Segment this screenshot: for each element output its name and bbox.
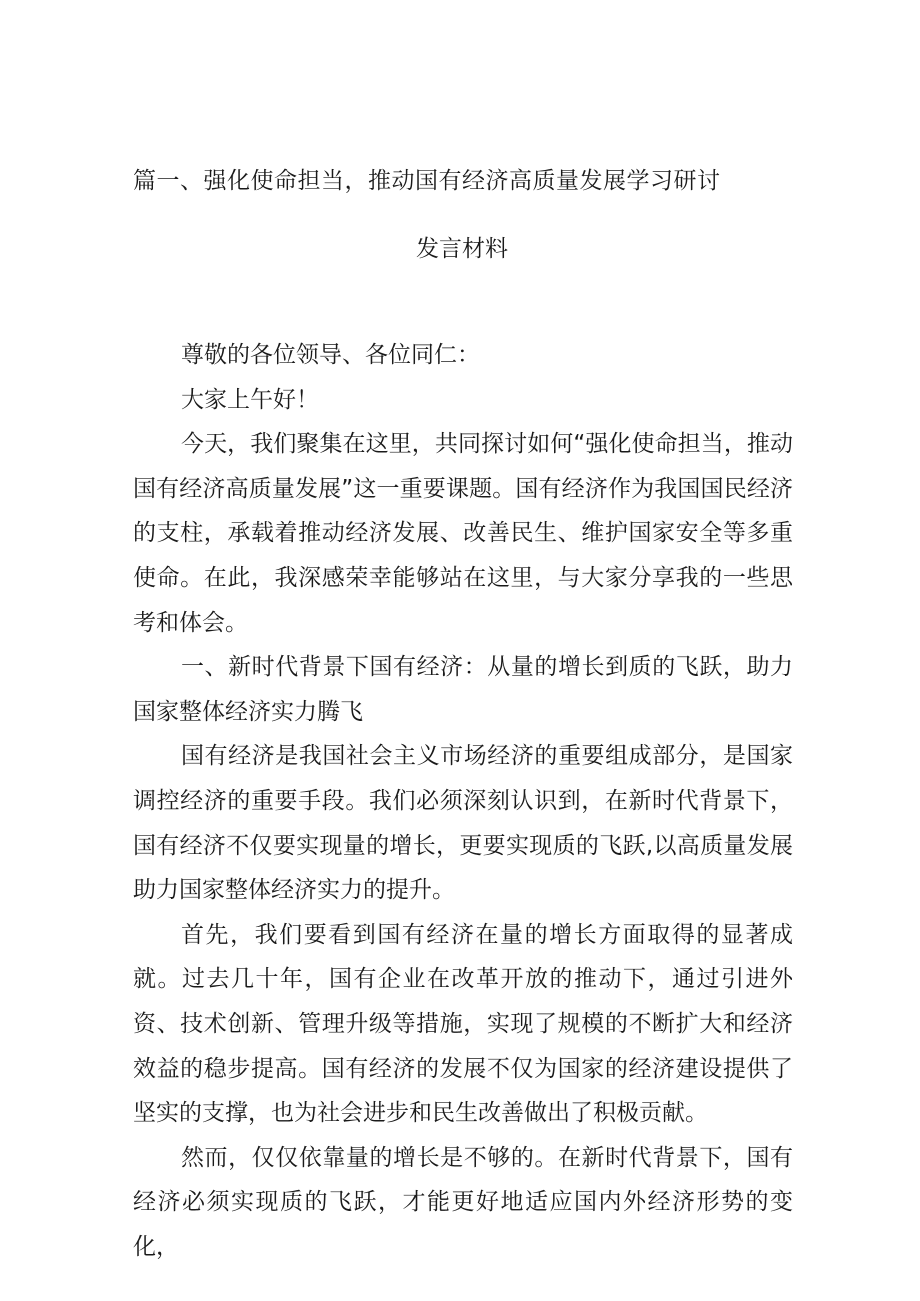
- body-paragraph: 首先，我们要看到国有经济在量的增长方面取得的显著成就。过去几十年，国有企业在改革开放的推动下，通过引进外资、技术创新、管理升级等措施，实现了规模的不断扩大和经济效益的稳步提高。国有经济的发展不仅为国家的经济建设提供了坚实的支撑，也为社会进步和民生改善做出了积极贡献。: [133, 921, 793, 1127]
- intro-paragraph: 今天，我们聚集在这里，共同探讨如何“强化使命担当，推动国有经济高质量发展”这一重要课题。国有经济作为我国国民经济的支柱，承载着推动经济发展、改善民生、维护国家安全等多重使命。在此，我深感荣幸能够站在这里，与大家分享我的一些思考和体会。: [133, 431, 793, 636]
- body-paragraph: 国有经济是我国社会主义市场经济的重要组成部分，是国家调控经济的重要手段。我们必须深刻认识到，在新时代背景下，国有经济不仅要实现量的增长，更要实现质的飞跃,以高质量发展助力国家整体经济实力的提升。: [133, 743, 793, 904]
- section-heading-1: 一、新时代背景下国有经济：从量的增长到质的飞跃，助力国家整体经济实力腾飞: [133, 654, 793, 725]
- document-subtitle: 发言材料: [416, 236, 508, 262]
- document-body: [133, 333, 793, 1269]
- body-paragraph: 然而，仅仅依靠量的增长是不够的。在新时代背景下，国有经济必须实现质的飞跃，才能更好地适应国内外经济形势的变化，: [133, 1144, 793, 1260]
- document-title: 篇一、强化使命担当，推动国有经济高质量发展学习研讨: [133, 168, 721, 194]
- greeting: 大家上午好！: [181, 386, 319, 413]
- salutation: 尊敬的各位领导、各位同仁：: [181, 342, 480, 368]
